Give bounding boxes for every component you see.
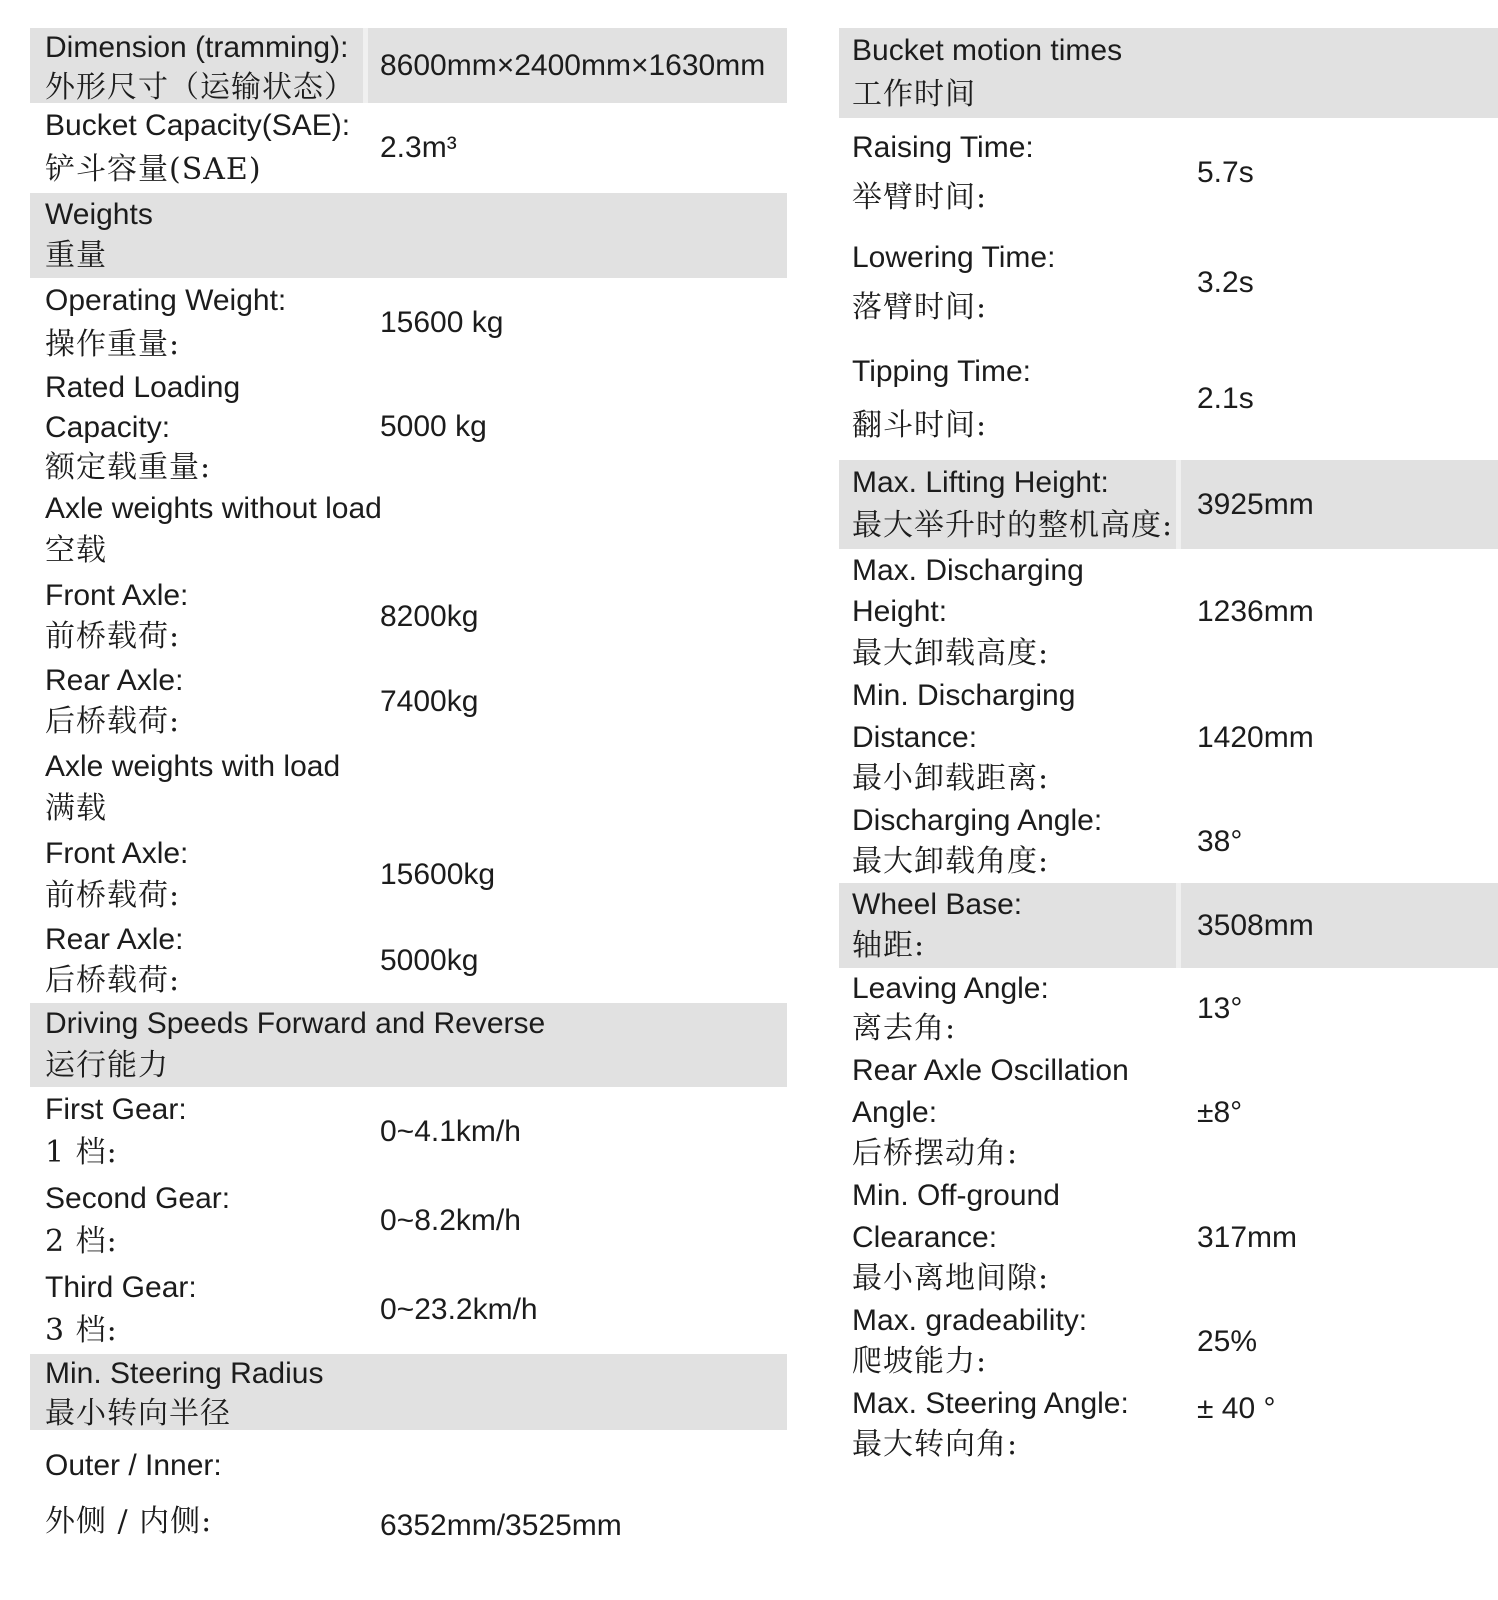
spec-label-zh: 最大卸载高度: xyxy=(852,635,1050,671)
spec-label-en: Min. Off-ground xyxy=(852,1179,1060,1213)
spec-label-en: Outer / Inner: xyxy=(45,1449,222,1482)
spec-label xyxy=(30,103,363,193)
spec-label-zh: 重量 xyxy=(45,238,107,274)
spec-value-text: 1420mm xyxy=(1197,720,1314,754)
spec-value xyxy=(1181,968,1498,1050)
spec-value-text: 1236mm xyxy=(1197,595,1314,628)
spec-value-text: 15600 kg xyxy=(380,306,504,339)
spec-table-left xyxy=(30,28,787,1558)
spec-label-en: Bucket motion times xyxy=(852,34,1123,68)
spec-label xyxy=(839,675,1176,800)
spec-row xyxy=(30,103,787,193)
spec-label-zh: 工作时间 xyxy=(852,76,976,112)
spec-value xyxy=(1181,1175,1498,1300)
spec-value-text: 3.2s xyxy=(1197,266,1254,299)
spec-row xyxy=(30,918,787,1003)
section-header-row xyxy=(30,193,787,278)
spec-row xyxy=(30,1176,787,1265)
subsection-row xyxy=(30,486,787,574)
spec-label-en: First Gear: xyxy=(45,1093,187,1126)
spec-label xyxy=(30,1176,363,1265)
spec-label xyxy=(30,1087,363,1176)
spec-label xyxy=(839,549,1176,675)
spec-value xyxy=(1181,1050,1498,1175)
spec-value-text: 2.3m³ xyxy=(380,131,457,164)
spec-row xyxy=(839,460,1498,549)
spec-label xyxy=(839,28,1176,118)
spec-label-zh: 轴距: xyxy=(852,928,926,964)
spec-label-zh: 举臂时间: xyxy=(852,180,988,215)
spec-value-text: 6352mm/3525mm xyxy=(380,1509,622,1542)
spec-label-en: Max. gradeability: xyxy=(852,1304,1088,1337)
spec-label-en: Max. Steering Angle: xyxy=(852,1387,1129,1420)
spec-value-text: 8200kg xyxy=(380,599,479,633)
spec-label xyxy=(30,1265,363,1354)
spec-label-en: Lowering Time: xyxy=(852,241,1056,274)
spec-row xyxy=(30,1430,787,1558)
spec-value xyxy=(368,28,787,103)
spec-value xyxy=(368,1265,787,1354)
spec-value xyxy=(1181,1300,1498,1383)
spec-label-zh: 运行能力 xyxy=(45,1047,169,1083)
spec-label-zh: 3 档: xyxy=(45,1313,118,1348)
spec-label xyxy=(839,968,1176,1050)
spec-label-zh: 额定载重量: xyxy=(45,450,212,485)
spec-label-en: Leaving Angle: xyxy=(852,971,1049,1005)
spec-row xyxy=(839,1050,1498,1175)
spec-label-en: Driving Speeds Forward and Reverse xyxy=(45,1007,546,1041)
spec-label xyxy=(30,193,363,278)
spec-label-en: Operating Weight: xyxy=(45,284,287,318)
spec-label-zh: 落臂时间: xyxy=(852,290,988,325)
spec-value xyxy=(368,278,787,368)
spec-value xyxy=(368,918,787,1003)
spec-label-en: Tipping Time: xyxy=(852,355,1031,388)
spec-label xyxy=(30,368,363,486)
spec-value xyxy=(368,574,787,659)
spec-label-en: Second Gear: xyxy=(45,1182,231,1215)
spec-row xyxy=(839,1175,1498,1300)
spec-label-zh: 最小卸载距离: xyxy=(852,760,1050,796)
spec-value xyxy=(368,659,787,744)
spec-label-zh: 后桥载荷: xyxy=(45,704,181,740)
spec-value xyxy=(1181,338,1498,460)
spec-label xyxy=(30,278,363,368)
spec-label-zh: 铲斗容量(SAE) xyxy=(45,151,262,187)
spec-row xyxy=(839,883,1498,968)
spec-label-zh: 离去角: xyxy=(852,1011,957,1047)
section-header-row xyxy=(30,1354,787,1430)
spec-label-en: Wheel Base: xyxy=(852,887,1023,921)
spec-label-en: Axle weights with load xyxy=(45,749,341,783)
spec-value xyxy=(1181,549,1498,675)
spec-value-text: 15600kg xyxy=(380,858,496,891)
spec-label xyxy=(30,574,363,659)
spec-label xyxy=(30,1003,546,1087)
spec-value xyxy=(1181,883,1498,968)
spec-label xyxy=(30,1354,363,1430)
spec-label-zh: 最大卸载角度: xyxy=(852,844,1050,879)
spec-row xyxy=(839,1383,1498,1466)
spec-label xyxy=(839,1300,1176,1383)
spec-label-en: Capacity: xyxy=(45,411,171,444)
spec-label-en: Angle: xyxy=(852,1095,938,1129)
spec-label-zh: 外形尺寸（运输状态） xyxy=(45,70,355,105)
spec-value-text: 25% xyxy=(1197,1324,1258,1358)
spec-value xyxy=(368,103,787,193)
spec-label-zh: 1 档: xyxy=(45,1135,118,1170)
spec-label-en: Height: xyxy=(852,595,948,628)
spec-value-text: ± 40 ° xyxy=(1197,1392,1276,1425)
spec-value xyxy=(368,832,787,918)
subsection-row xyxy=(30,744,787,832)
spec-label-zh: 后桥摆动角: xyxy=(852,1135,1019,1171)
spec-label-zh: 最大举升时的整机高度: xyxy=(852,508,1174,543)
spec-label-zh: 前桥载荷: xyxy=(45,878,181,913)
spec-value-text: 2.1s xyxy=(1197,382,1254,415)
spec-value-text: 5.7s xyxy=(1197,156,1254,189)
spec-label-zh: 最小离地间隙: xyxy=(852,1260,1050,1296)
spec-label-zh: 翻斗时间: xyxy=(852,408,988,443)
spec-label xyxy=(839,883,1176,968)
spec-label xyxy=(839,1175,1176,1300)
spec-value-text: 0~23.2km/h xyxy=(380,1292,538,1326)
spec-row xyxy=(30,368,787,486)
spec-value xyxy=(1181,228,1498,338)
spec-row xyxy=(839,968,1498,1050)
spec-label xyxy=(30,918,363,1003)
spec-value-text: 7400kg xyxy=(380,684,479,718)
spec-label-en: Distance: xyxy=(852,720,978,754)
spec-label-en: Clearance: xyxy=(852,1220,998,1254)
spec-label-en: Rated Loading xyxy=(45,371,241,404)
spec-label xyxy=(839,338,1176,460)
spec-label xyxy=(30,486,382,574)
spec-value-text: 0~4.1km/h xyxy=(380,1114,521,1148)
spec-row xyxy=(30,1087,787,1176)
spec-label xyxy=(839,460,1176,549)
spec-row xyxy=(839,228,1498,338)
spec-label-zh: 空载 xyxy=(45,533,107,569)
section-header-row xyxy=(30,1003,787,1087)
spec-label-en: Raising Time: xyxy=(852,131,1034,164)
spec-value-text: 8600mm×2400mm×1630mm xyxy=(380,48,766,82)
spec-row xyxy=(839,338,1498,460)
spec-value-text: ±8° xyxy=(1197,1095,1243,1129)
spec-label xyxy=(30,659,363,744)
spec-value xyxy=(1181,118,1498,228)
spec-label-en: Axle weights without load xyxy=(45,491,382,525)
spec-label-en: Discharging Angle: xyxy=(852,804,1103,837)
spec-label xyxy=(839,118,1176,228)
spec-label-zh: 2 档: xyxy=(45,1224,118,1259)
spec-value-text: 317mm xyxy=(1197,1220,1298,1254)
spec-value-text: 5000kg xyxy=(380,943,479,977)
spec-value-text: 0~8.2km/h xyxy=(380,1203,521,1237)
spec-value-text: 3925mm xyxy=(1197,487,1314,521)
spec-label-zh: 爬坡能力: xyxy=(852,1344,988,1379)
spec-value xyxy=(1181,800,1498,883)
spec-label-en: Max. Discharging xyxy=(852,553,1084,587)
spec-row xyxy=(30,28,787,103)
spec-row xyxy=(839,549,1498,675)
spec-label-zh: 满载 xyxy=(45,791,107,827)
spec-label xyxy=(30,832,363,918)
spec-label-en: Rear Axle: xyxy=(45,922,184,956)
spec-row xyxy=(30,832,787,918)
spec-row xyxy=(30,659,787,744)
spec-label-zh: 外侧 / 内侧: xyxy=(45,1504,213,1539)
spec-label-en: Third Gear: xyxy=(45,1271,197,1304)
spec-label-zh: 后桥载荷: xyxy=(45,963,181,999)
spec-label-en: Min. Steering Radius xyxy=(45,1357,324,1390)
spec-value xyxy=(1181,675,1498,800)
spec-label xyxy=(30,744,363,832)
spec-label-zh: 操作重量: xyxy=(45,326,181,362)
spec-label-en: Rear Axle Oscillation xyxy=(852,1054,1129,1088)
spec-label-en: Front Axle: xyxy=(45,578,189,612)
spec-row xyxy=(30,278,787,368)
spec-label xyxy=(839,800,1176,883)
spec-value xyxy=(368,368,787,486)
spec-label xyxy=(839,228,1176,338)
spec-table-right xyxy=(839,28,1498,1466)
spec-label xyxy=(839,1050,1176,1175)
spec-label-en: Max. Lifting Height: xyxy=(852,466,1109,499)
spec-label-en: Front Axle: xyxy=(45,837,189,870)
spec-label-zh: 最小转向半径 xyxy=(45,1396,231,1431)
section-header-row xyxy=(839,28,1498,118)
spec-label-zh: 最大转向角: xyxy=(852,1427,1019,1462)
spec-label-en: Dimension (tramming): xyxy=(45,31,349,64)
spec-value-text: 3508mm xyxy=(1197,908,1314,942)
spec-value xyxy=(1181,1383,1498,1466)
spec-value-text: 38° xyxy=(1197,824,1243,858)
spec-label-en: Weights xyxy=(45,197,153,231)
spec-label-en: Rear Axle: xyxy=(45,663,184,697)
spec-label xyxy=(30,1430,363,1558)
spec-label xyxy=(30,28,363,103)
spec-row xyxy=(30,574,787,659)
spec-label-en: Min. Discharging xyxy=(852,679,1076,713)
spec-row xyxy=(839,800,1498,883)
spec-row xyxy=(839,675,1498,800)
spec-row xyxy=(30,1265,787,1354)
spec-value xyxy=(368,1430,787,1558)
spec-row xyxy=(839,118,1498,228)
spec-value xyxy=(368,1087,787,1176)
spec-label xyxy=(839,1383,1176,1466)
spec-row xyxy=(839,1300,1498,1383)
spec-value-text: 13° xyxy=(1197,992,1243,1025)
spec-label-en: Bucket Capacity(SAE): xyxy=(45,109,351,143)
spec-value xyxy=(1181,460,1498,549)
spec-label-zh: 前桥载荷: xyxy=(45,619,181,655)
spec-value xyxy=(368,1176,787,1265)
spec-value-text: 5000 kg xyxy=(380,410,487,443)
